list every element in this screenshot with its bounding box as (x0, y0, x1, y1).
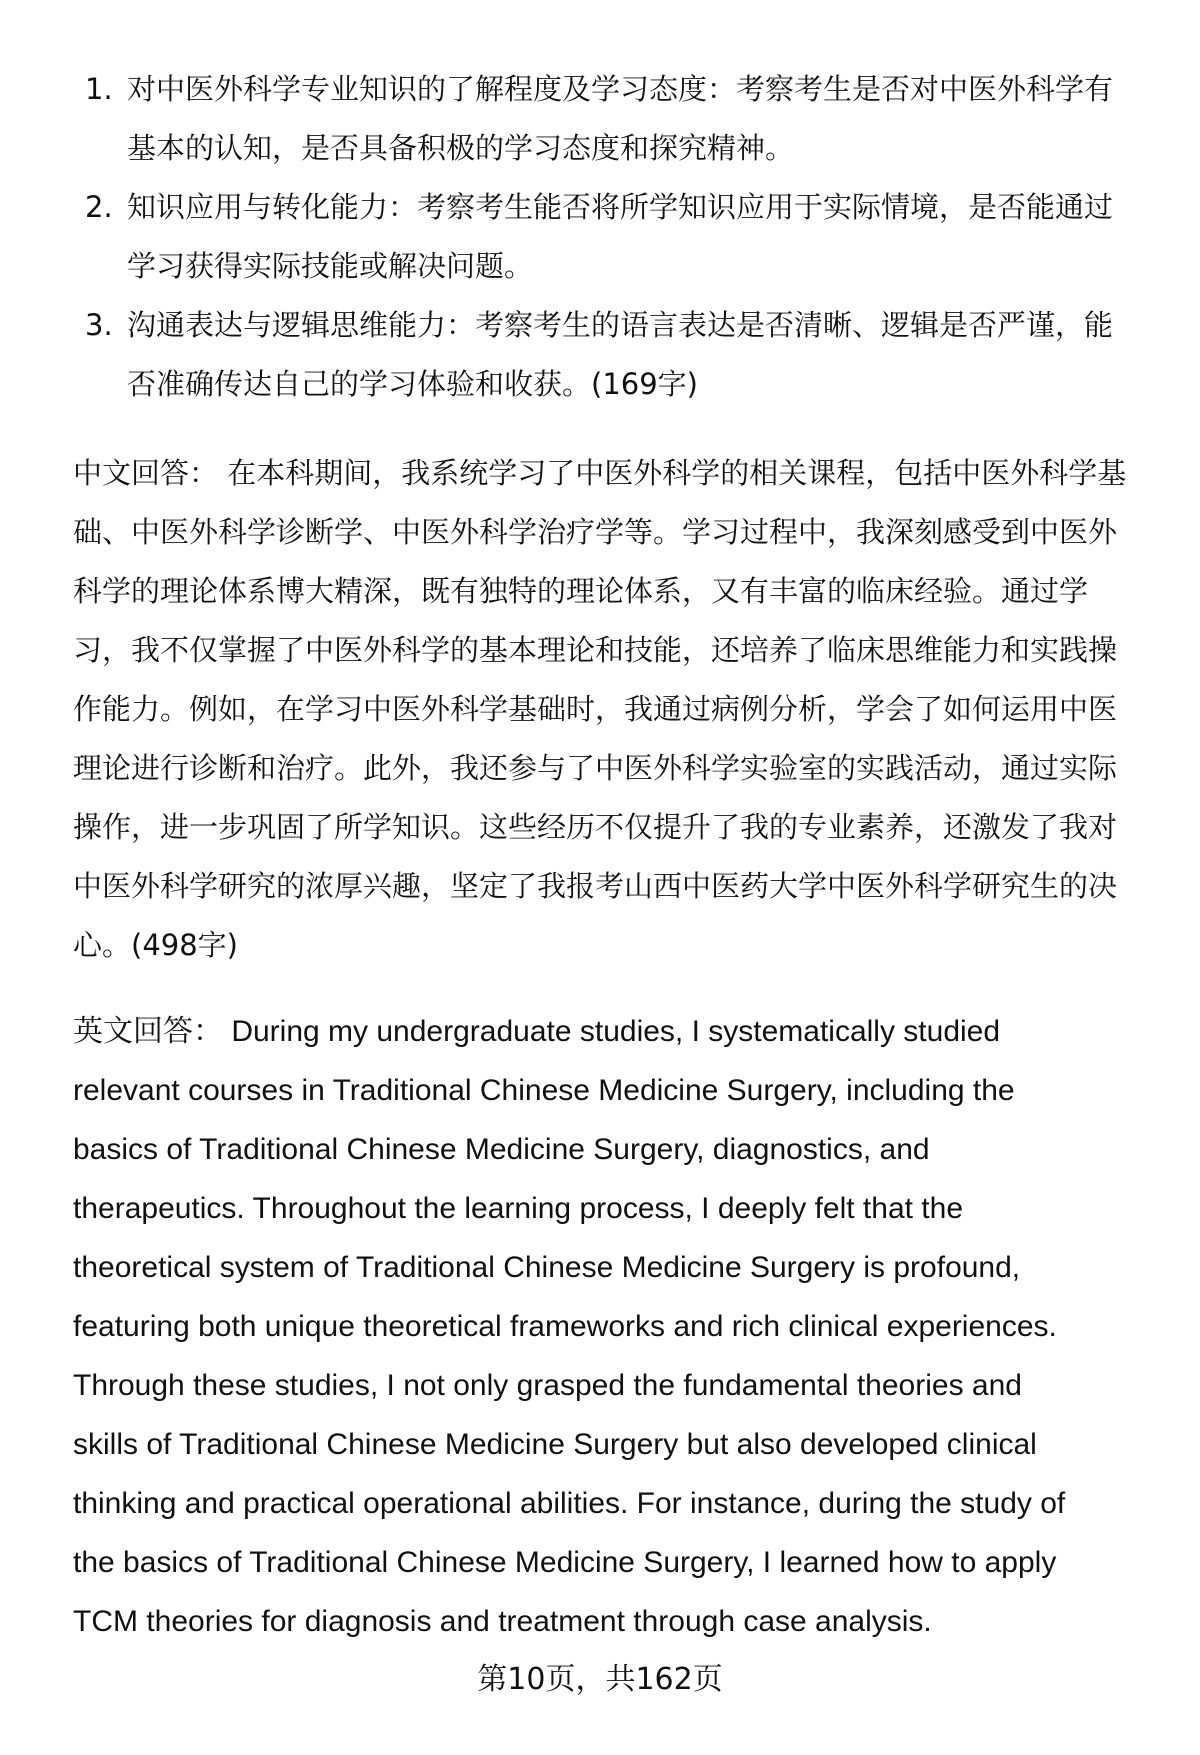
english-answer-line: relevant courses in Traditional Chinese Medicine Surgery, including the (73, 1074, 1015, 1107)
english-answer-line: featuring both unique theoretical frameworks and rich clinical experiences. (73, 1310, 1057, 1343)
chinese-answer-line: 理论进行诊断和治疗。此外，我还参与了中医外科学实验室的实践活动，通过实际 (73, 751, 1118, 785)
english-answer-line: 英文回答： During my undergraduate studies, I systematically studied (73, 1015, 1001, 1048)
chinese-answer-line: 中医外科学研究的浓厚兴趣，坚定了我报考山西中医药大学中医外科学研究生的决 (73, 869, 1118, 903)
criterion-text-line: 否准确传达自己的学习体验和收获。(169字) (127, 367, 698, 401)
english-answer-line: therapeutics. Throughout the learning process, I deeply felt that the (73, 1192, 964, 1225)
criterion-text-line: 知识应用与转化能力：考察考生能否将所学知识应用于实际情境，是否能通过 (127, 190, 1114, 224)
criterion-text-line: 基本的认知，是否具备积极的学习态度和探究精神。 (127, 131, 795, 165)
chinese-answer-line: 科学的理论体系博大精深，既有独特的理论体系，又有丰富的临床经验。通过学 (73, 574, 1089, 608)
list-number: 3. (85, 308, 113, 342)
page-number: 第10页，共162页 (477, 1662, 723, 1697)
chinese-answer-line: 中文回答： 在本科期间，我系统学习了中医外科学的相关课程，包括中医外科学基 (73, 456, 1127, 490)
english-answer-line: the basics of Traditional Chinese Medicine Surgery, I learned how to apply (73, 1546, 1057, 1579)
english-answer-line: TCM theories for diagnosis and treatment through case analysis. (73, 1605, 932, 1638)
chinese-answer-line: 操作，进一步巩固了所学知识。这些经历不仅提升了我的专业素养，还激发了我对 (73, 810, 1118, 844)
list-number: 2. (85, 190, 113, 224)
list-number: 1. (85, 72, 113, 106)
chinese-answer-line: 心。(498字) (73, 928, 238, 962)
english-answer-line: Through these studies, I not only grasped the fundamental theories and (73, 1369, 1022, 1402)
english-answer-line: theoretical system of Traditional Chinese Medicine Surgery is profound, (73, 1251, 1021, 1284)
english-answer-line: thinking and practical operational abilities. For instance, during the study of (73, 1487, 1066, 1520)
english-answer-line: skills of Traditional Chinese Medicine Surgery but also developed clinical (73, 1428, 1037, 1461)
criterion-text-line: 对中医外科学专业知识的了解程度及学习态度：考察考生是否对中医外科学有 (127, 72, 1114, 106)
criterion-text-line: 沟通表达与逻辑思维能力：考察考生的语言表达是否清晰、逻辑是否严谨，能 (127, 308, 1114, 342)
chinese-answer-line: 作能力。例如，在学习中医外科学基础时，我通过病例分析，学会了如何运用中医 (73, 692, 1118, 726)
english-answer-line: basics of Traditional Chinese Medicine Surgery, diagnostics, and (73, 1133, 930, 1166)
chinese-answer-line: 础、中医外科学诊断学、中医外科学治疗学等。学习过程中，我深刻感受到中医外 (73, 515, 1118, 549)
chinese-answer-line: 习，我不仅掌握了中医外科学的基本理论和技能，还培养了临床思维能力和实践操 (73, 633, 1118, 667)
criterion-text-line: 学习获得实际技能或解决问题。 (127, 249, 534, 283)
